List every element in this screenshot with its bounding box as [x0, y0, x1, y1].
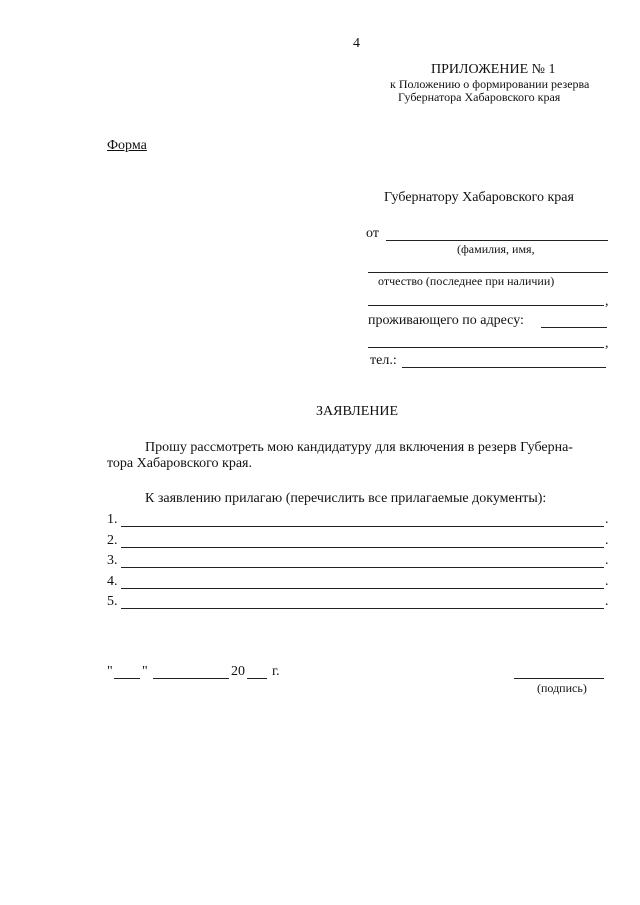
signature-line[interactable]: [514, 678, 604, 679]
date-quote-open: ": [107, 664, 113, 679]
attachment-num-5: 5.: [107, 594, 118, 609]
date-day-line[interactable]: [114, 678, 140, 679]
patronymic-line[interactable]: [368, 272, 608, 273]
request-line-2: тора Хабаровского края.: [107, 456, 252, 471]
form-label: Форма: [107, 138, 147, 153]
address-line-short[interactable]: [541, 327, 607, 328]
attachment-end-5: .: [605, 594, 609, 609]
attachment-line-1[interactable]: [121, 526, 604, 527]
date-year-prefix: 20: [231, 664, 245, 679]
appendix-subtitle-2: Губернатора Хабаровского края: [398, 90, 561, 104]
page-number: 4: [353, 36, 360, 51]
attachment-num-1: 1.: [107, 512, 118, 527]
comma-1: ,: [605, 294, 609, 309]
address-line-full[interactable]: [368, 347, 604, 348]
comma-2: ,: [605, 336, 609, 351]
from-label: от: [366, 226, 379, 241]
attachment-num-2: 2.: [107, 533, 118, 548]
statement-heading: ЗАЯВЛЕНИЕ: [316, 404, 399, 419]
request-line-1: Прошу рассмотреть мою кандидатуру для включения в резерв Губерна-: [145, 440, 573, 455]
phone-label: тел.:: [370, 353, 397, 368]
attachment-line-3[interactable]: [121, 567, 604, 568]
attachment-line-5[interactable]: [121, 608, 604, 609]
appendix-title: ПРИЛОЖЕНИЕ № 1: [431, 62, 556, 77]
address-label: проживающего по адресу:: [368, 313, 524, 328]
date-month-line[interactable]: [153, 678, 229, 679]
from-name-line[interactable]: [386, 240, 608, 241]
signature-hint: (подпись): [537, 681, 587, 695]
date-year-line[interactable]: [247, 678, 267, 679]
attach-intro: К заявлению прилагаю (перечислить все прилагаемые документы):: [145, 491, 547, 506]
attachment-end-2: .: [605, 533, 609, 548]
attachment-line-2[interactable]: [121, 547, 604, 548]
appendix-subtitle-1: к Положению о формировании резерва: [390, 77, 590, 91]
hint-name: (фамилия, имя,: [457, 242, 535, 256]
attachment-num-4: 4.: [107, 574, 118, 589]
extra-name-line[interactable]: [368, 305, 604, 306]
attachment-num-3: 3.: [107, 553, 118, 568]
attachment-line-4[interactable]: [121, 588, 604, 589]
hint-patronymic: отчество (последнее при наличии): [378, 274, 555, 288]
date-quote-close: ": [142, 664, 148, 679]
attachment-end-4: .: [605, 574, 609, 589]
phone-line[interactable]: [402, 367, 606, 368]
attachment-end-3: .: [605, 553, 609, 568]
addressee-to: Губернатору Хабаровского края: [384, 190, 574, 205]
date-year-suffix: г.: [272, 664, 280, 679]
attachment-end-1: .: [605, 512, 609, 527]
